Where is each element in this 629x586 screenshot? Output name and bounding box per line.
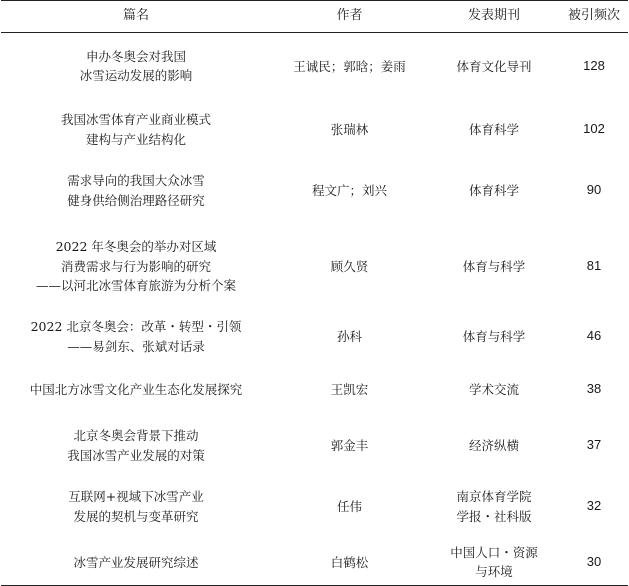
- title-cell: [1, 160, 271, 222]
- citation-count: 38: [586, 381, 602, 397]
- citation-table: [1, 0, 628, 586]
- title-line: 北京冬奥会背景下推动: [73, 428, 199, 444]
- author-cell: 顾久贤: [330, 258, 369, 274]
- title-line: 冰雪运动发展的影响: [79, 68, 193, 84]
- title-line: 健身供给侧治理路径研究: [67, 192, 205, 208]
- journal-line: 体育文化导刊: [456, 58, 532, 74]
- title-line: 冰雪产业发展研究综述: [73, 554, 199, 570]
- title-line: ——以河北冰雪体育旅游为分析个案: [35, 278, 236, 294]
- title-line: 消费需求与行为影响的研究: [60, 258, 211, 274]
- citation-count: 37: [586, 437, 602, 453]
- citation-count: 46: [586, 328, 602, 344]
- header-journal: 发表期刊: [428, 1, 560, 33]
- header-title: 篇名: [1, 1, 271, 33]
- journal-line: 学术交流: [468, 381, 519, 397]
- title-cell: [1, 312, 271, 362]
- header-author: 作者: [271, 1, 428, 33]
- title-cell: [1, 474, 271, 540]
- journal-cell: [428, 100, 560, 160]
- header-row: [1, 1, 628, 33]
- author-cell: 孙科: [336, 328, 362, 344]
- journal-line: 与环境: [475, 564, 513, 580]
- title-cell: [1, 540, 271, 586]
- journal-cell: [428, 474, 560, 540]
- journal-line: 经济纵横: [468, 437, 519, 453]
- citation-count: 32: [586, 498, 602, 514]
- title-line: 我国冰雪体育产业商业模式: [60, 112, 211, 128]
- author-cell: 张瑞林: [330, 121, 369, 137]
- author-cell: 王诚民；郭晗；姜雨: [293, 58, 406, 74]
- journal-line: 体育科学: [468, 182, 519, 198]
- title-line: 2022 北京冬奥会：改革・转型・引领: [30, 319, 242, 335]
- author-cell: 白鹤松: [271, 540, 428, 586]
- title-cell: [1, 33, 271, 100]
- journal-cell: [428, 222, 560, 312]
- author-cell: 任伟: [336, 498, 362, 514]
- header-citations: 被引频次: [560, 1, 628, 33]
- journal-cell: [428, 362, 560, 418]
- journal-line: 南京体育学院: [456, 489, 532, 505]
- title-cell: [1, 222, 271, 312]
- table-row: [1, 540, 628, 586]
- title-line: 2022 年冬奥会的举办对区域: [55, 239, 217, 255]
- title-line: ——易剑东、张斌对话录: [67, 338, 205, 354]
- table-row: [1, 100, 628, 160]
- author-cell: 王凯宏: [330, 381, 369, 397]
- title-cell: [1, 362, 271, 418]
- title-line: 发展的契机与变革研究: [73, 508, 199, 524]
- citation-count: 30: [560, 540, 628, 586]
- citation-count: 128: [583, 58, 605, 74]
- table-row: [1, 312, 628, 362]
- citation-count: 81: [586, 258, 602, 274]
- table-body: [1, 33, 628, 586]
- author-cell: 程文广；刘兴: [311, 182, 387, 198]
- journal-cell: [428, 160, 560, 222]
- table-row: [1, 160, 628, 222]
- table-row: [1, 33, 628, 100]
- journal-cell: [428, 418, 560, 474]
- journal-cell: [428, 312, 560, 362]
- title-line: 我国冰雪产业发展的对策: [67, 447, 205, 463]
- title-cell: [1, 100, 271, 160]
- title-line: 中国北方冰雪文化产业生态化发展探究: [29, 381, 243, 397]
- journal-line: 体育与科学: [462, 258, 526, 274]
- journal-line: 中国人口・资源: [450, 544, 538, 560]
- citation-count: 90: [586, 182, 602, 198]
- title-line: 需求导向的我国大众冰雪: [67, 173, 205, 189]
- table-row: [1, 418, 628, 474]
- title-line: 互联网+视域下冰雪产业: [68, 489, 204, 505]
- title-line: 建构与产业结构化: [85, 131, 186, 147]
- title-cell: [1, 418, 271, 474]
- author-cell: 郭金丰: [330, 437, 369, 453]
- table-row: [1, 362, 628, 418]
- table-row: [1, 222, 628, 312]
- journal-line: 体育与科学: [462, 328, 526, 344]
- table-row: [1, 474, 628, 540]
- citation-count: 102: [583, 121, 605, 137]
- journal-line: 体育科学: [468, 121, 519, 137]
- journal-cell: [428, 540, 560, 586]
- title-line: 申办冬奥会对我国: [85, 48, 186, 64]
- journal-line: 学报・社科版: [456, 508, 532, 524]
- journal-cell: [428, 33, 560, 100]
